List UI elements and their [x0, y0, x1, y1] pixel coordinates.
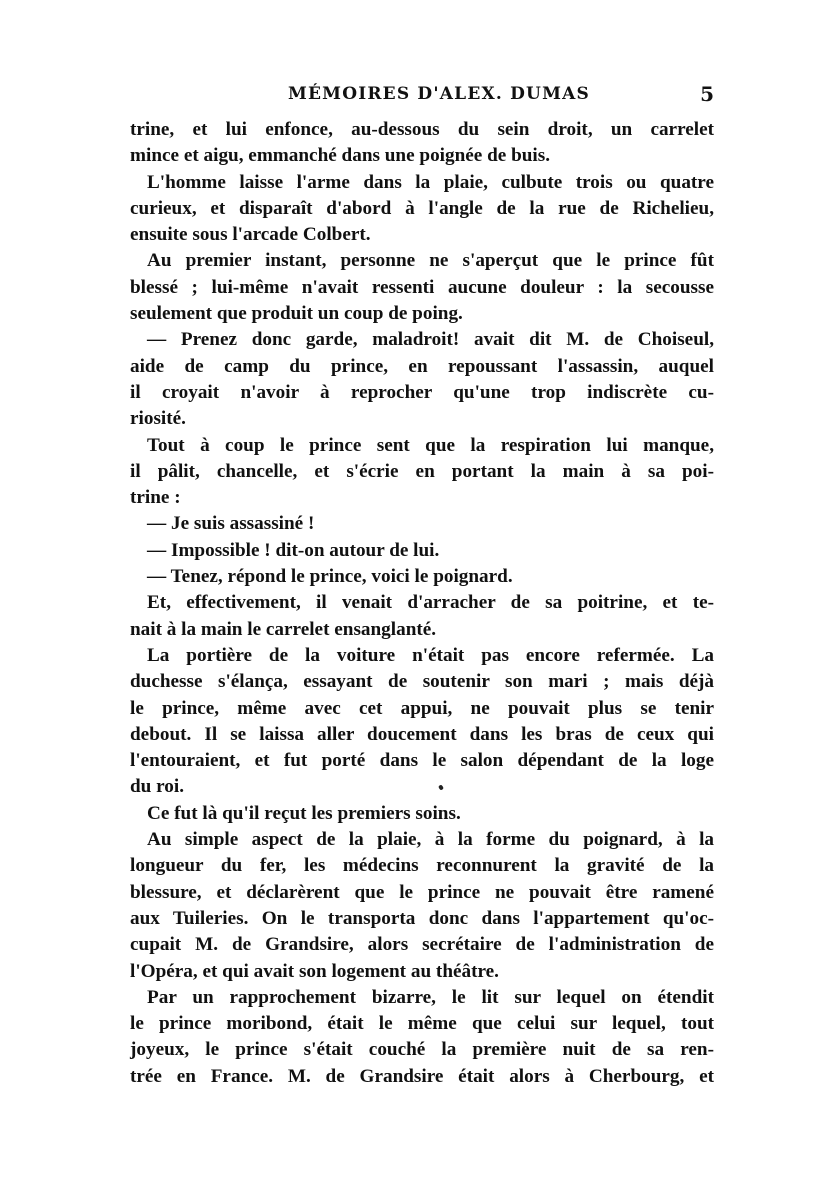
text-line: du roi. — [130, 776, 185, 798]
text-line: Ce fut là qu'il reçut les premiers soins. — [147, 802, 461, 824]
text-line: seulement que produit un coup de poing. — [130, 303, 463, 325]
running-head: MÉMOIRES D'ALEX. DUMAS — [288, 84, 590, 104]
text-line: Au premier instant, personne ne s'aperçut que le prince fût — [147, 250, 714, 272]
text-line: nait à la main le carrelet ensanglanté. — [130, 618, 437, 640]
text-line: joyeux, le prince s'était couché la première nuit de sa ren- — [130, 1039, 714, 1061]
text-line: — Tenez, répond le prince, voici le poignard. — [147, 566, 513, 588]
text-line: il croyait n'avoir à reprocher qu'une trop indiscrète cu- — [130, 381, 714, 403]
body-text — [130, 117, 714, 1090]
text-line: aide de camp du prince, en repoussant l'assassin, auquel — [130, 355, 714, 377]
text-line: debout. Il se laissa aller doucement dans les bras de ceux qui — [130, 723, 714, 745]
text-line: trée en France. M. de Grandsire était alors à Cherbourg, et — [130, 1065, 714, 1087]
text-line: L'homme laisse l'arme dans la plaie, culbute trois ou quatre — [147, 171, 714, 193]
text-line: le prince moribond, était le même que celui sur lequel, tout — [130, 1013, 714, 1035]
text-line: trine, et lui enfonce, au-dessous du sein droit, un carrelet — [130, 119, 714, 140]
text-line: Et, effectivement, il venait d'arracher de sa poitrine, et te- — [147, 592, 714, 614]
text-line: duchesse s'élança, essayant de soutenir son mari ; mais déjà — [130, 671, 714, 693]
text-line: cupait M. de Grandsire, alors secrétaire de l'administration de — [130, 934, 714, 956]
text-line: le prince, même avec cet appui, ne pouvait plus se tenir — [130, 697, 714, 719]
text-line: l'Opéra, et qui avait son logement au théâtre. — [130, 960, 499, 982]
text-line: blessé ; lui-même n'avait ressenti aucune douleur : la secousse — [130, 276, 714, 298]
page-header — [130, 84, 714, 108]
text-line: blessure, et déclarèrent que le prince ne pouvait être ramené — [130, 881, 714, 903]
text-line: — Impossible ! dit-on autour de lui. — [147, 539, 440, 561]
text-line: aux Tuileries. On le transporta donc dans l'appartement qu'oc- — [130, 907, 714, 929]
text-line: — Je suis assassiné ! — [147, 513, 315, 535]
text-line: l'entouraient, et fut porté dans le salon dépendant de la loge — [130, 750, 714, 772]
text-line: trine : — [130, 487, 181, 509]
text-line: longueur du fer, les médecins reconnurent la gravité de la — [130, 855, 714, 877]
text-line: Tout à coup le prince sent que la respiration lui manque, — [147, 434, 714, 456]
text-line: Au simple aspect de la plaie, à la forme du poignard, à la — [147, 829, 714, 851]
text-line: curieux, et disparaît d'abord à l'angle de la rue de Richelieu, — [130, 197, 714, 219]
text-line: Par un rapprochement bizarre, le lit sur lequel on étendit — [147, 986, 714, 1008]
text-line: il pâlit, chancelle, et s'écrie en portant la main à sa poi- — [130, 460, 714, 482]
text-line: ensuite sous l'arcade Colbert. — [130, 224, 371, 246]
text-line: La portière de la voiture n'était pas encore refermée. La — [147, 644, 714, 666]
text-line: riosité. — [130, 408, 186, 430]
text-line: — Prenez donc garde, maladroit! avait dit M. de Choiseul, — [147, 329, 714, 351]
page-number: 5 — [700, 82, 714, 106]
text-line: mince et aigu, emmanché dans une poignée de buis. — [130, 145, 551, 167]
